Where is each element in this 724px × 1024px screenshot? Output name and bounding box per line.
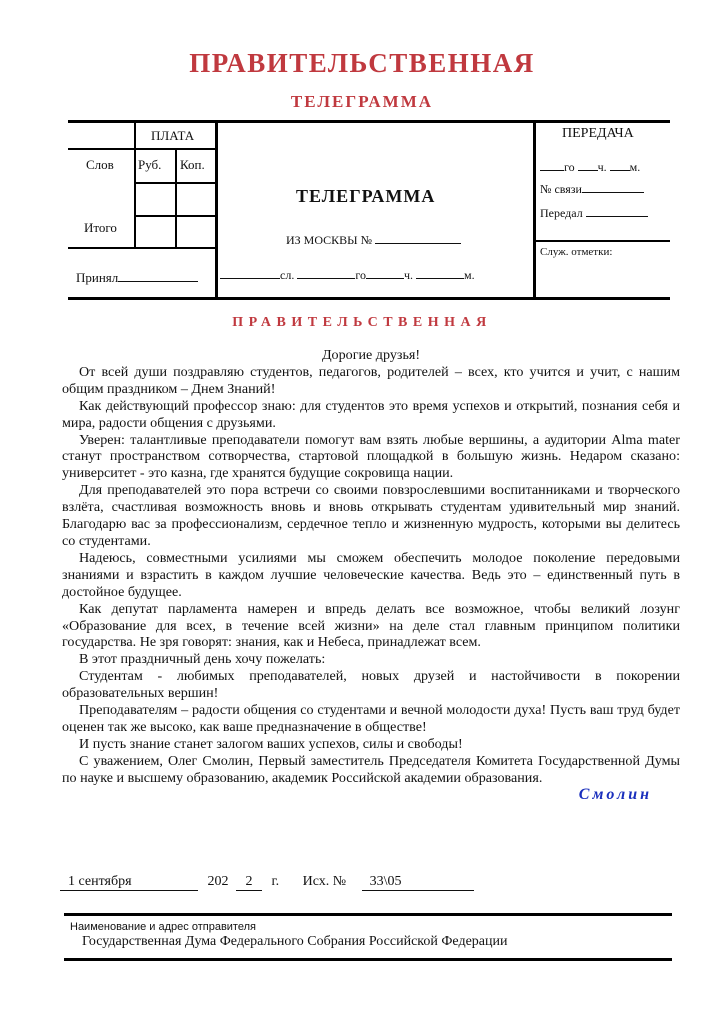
letter-paragraph: И пусть знание станет залогом ваших успехов, силы и свободы!	[79, 735, 463, 752]
telegram-form	[68, 120, 670, 300]
peredacha-label: ПЕРЕДАЧА	[562, 126, 634, 141]
rub-label: Руб.	[138, 157, 162, 172]
grid-line	[175, 148, 177, 247]
slov-label: Слов	[86, 157, 114, 172]
sender-bottom-rule	[64, 958, 672, 961]
sender-name: Государственная Дума Федерального Собрания Российской Федерации	[82, 934, 508, 949]
peredal-label: Передал	[540, 206, 648, 221]
letter-paragraph: Уверен: талантливые преподаватели помогут вам взять любые вершины, а аудитории Alma mater станут пространством сотворчества, стартовой площадкой в большую жизнь. Недаром сказано: университет - это казна, где хранятся будущие сокровища нации.	[62, 431, 680, 482]
kop-label: Коп.	[180, 157, 205, 172]
letter-paragraph: С уважением, Олег Смолин, Первый заместитель Председателя Комитета Государственной Думы по науке и высшему образованию, академик Российской академии образования.	[62, 752, 680, 786]
iz-moskvy-label: ИЗ МОСКВЫ №	[286, 233, 461, 248]
prinyal-label: Принял	[76, 270, 198, 286]
grid-line	[536, 240, 670, 242]
telegram-header-subtitle: ТЕЛЕГРАММА	[290, 92, 434, 111]
signature: Смолин	[578, 786, 652, 803]
form-bottom-border	[68, 297, 670, 300]
sender-label: Наименование и адрес отправителя	[70, 921, 256, 933]
ish-label: Исх. №	[302, 874, 347, 889]
letter-paragraph: Для преподавателей это пора встречи со своими повзрослевшими воспитанниками и творческого взлёта, счастливая возможность вновь и вновь открывать студентам удивительный мир знаний. Благодарю вас за профессионализм, сердечное тепло и жизненную мудрость, которыми вы делитесь со студентами.	[62, 482, 680, 549]
letter-paragraph: Как депутат парламента намерен и впредь делать все возможное, чтобы великий лозунг «Образование для всех, в течение всей жизни» на деле стал главным принципом политики государства. Не зря говорят: знания, как и Небеса, принадлежат всем.	[62, 600, 680, 651]
telegram-header-title: ПРАВИТЕЛЬСТВЕННАЯ	[189, 48, 535, 78]
letter-paragraph: Студентам - любимых преподавателей, новых друзей и настойчивости в покорении образовательных вершин!	[62, 668, 680, 702]
year-prefix: 202	[207, 874, 229, 889]
date-line: сл. го ч. м.	[220, 268, 475, 283]
letter-paragraph: Надеюсь, совместными усилиями мы сможем обеспечить молодое поколение передовыми знаниями и взрастить в каждом лучшие человеческие качества. Ведь это – единственный путь в достойное будущее.	[62, 549, 680, 600]
letter-paragraph: Как действующий профессор знаю: для студентов это время успехов и открытий, познания себя и мира, радости общения с друзьями.	[62, 397, 680, 431]
itogo-label: Итого	[84, 220, 117, 235]
grid-line	[134, 120, 136, 247]
outgoing-line	[60, 874, 474, 891]
letter-paragraph: Преподавателям – радости общения со студентами и вечной молодости духа! Пусть ваш труд будет оценен так же высоко, как ваше предназначение в обществе!	[62, 702, 680, 735]
telegram-band-title: ПРАВИТЕЛЬСТВЕННАЯ	[232, 315, 492, 330]
telegramma-label: ТЕЛЕГРАММА	[296, 186, 436, 206]
letter-paragraph: От всей души поздравляю студентов, педагогов, родителей – всех, кто учится и учит, с нашим общим праздником – Днем Знаний!	[62, 363, 680, 397]
peredacha-time: го ч. м.	[540, 160, 640, 175]
letter-greeting: Дорогие друзья!	[321, 347, 421, 363]
year-g: г.	[271, 874, 280, 889]
grid-line	[68, 247, 215, 249]
ish-number: 33\05	[362, 874, 474, 891]
year-suffix: 2	[236, 874, 262, 891]
form-divider-left	[215, 120, 218, 300]
grid-line	[68, 148, 215, 150]
date-field: 1 сентября	[60, 874, 198, 891]
plata-label: ПЛАТА	[151, 128, 195, 143]
sluzh-otmetki-label: Служ. отметки:	[540, 246, 613, 258]
no-svyazi-label: № связи	[540, 182, 644, 197]
letter-paragraph: В этот праздничный день хочу пожелать:	[79, 651, 326, 668]
sender-top-rule	[64, 913, 672, 916]
form-top-border	[68, 120, 670, 123]
form-divider-right	[533, 120, 536, 300]
letter-body	[62, 347, 680, 787]
